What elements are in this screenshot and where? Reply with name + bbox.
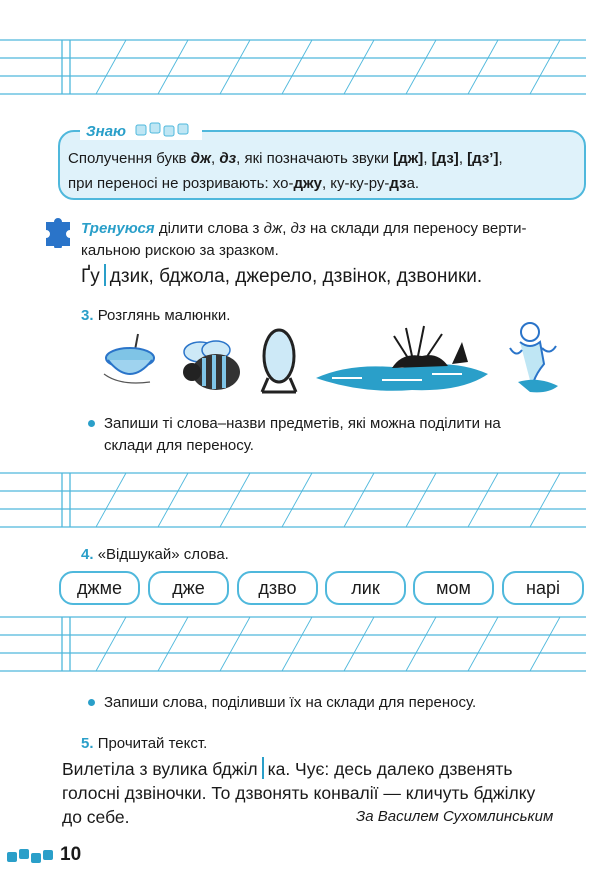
puzzle-decoration-icon — [134, 121, 196, 139]
bullet — [88, 420, 95, 427]
reading-text: Вилетіла з вулика бджіл ка. Чує: десь далеко дзвенять голосні дзвіночки. То дзвонять конвалії — кличуть бджілку до себе. — [62, 759, 536, 827]
bullet — [88, 699, 95, 706]
syllable-card: дже — [148, 571, 229, 605]
syllable-card: нарі — [502, 571, 584, 605]
rule-title: Знаю — [80, 121, 202, 140]
genie-picture — [508, 318, 568, 398]
pond-picture — [312, 322, 492, 398]
syllable-card: джме — [59, 571, 140, 605]
task5-heading: 5. Прочитай текст. — [81, 735, 208, 752]
bee-picture — [176, 338, 248, 396]
author-credit: За Василем Сухомлинським — [356, 808, 554, 825]
mirror-picture — [254, 326, 304, 394]
rule-line-1: Сполучення букв дж, дз, які позначають звуки [дж], [дз], [дз’], — [68, 150, 503, 167]
task4b-text: Запиши слова, поділивши їх на склади для переносу. — [104, 694, 477, 711]
train-text: Тренуюся ділити слова з дж, дз на склади для переносу верти- кальною рискою за зразком. — [81, 220, 527, 259]
task3b-text: Запиши ті слова–назви предметів, які можна поділити на склади для переносу. — [104, 415, 501, 454]
syllable-card: мом — [413, 571, 494, 605]
train-example: Ґу дзик, бджола, джерело, дзвінок, дзвоники. — [81, 266, 483, 287]
syllable-card: дзво — [237, 571, 318, 605]
task4-heading: 4. «Відшукай» слова. — [81, 546, 229, 563]
writing-lines-middle — [0, 470, 600, 530]
syllable-card: лик — [325, 571, 406, 605]
writing-lines-lower — [0, 614, 600, 674]
rule-line-2: при переносі не розривають: хо-джу, ку-ку-ру-дза. — [68, 175, 420, 192]
task3-heading: 3. Розглянь малюнки. — [81, 307, 231, 324]
rule-box — [58, 130, 586, 200]
puzzle-icon — [40, 212, 76, 248]
spinning-top-picture — [100, 330, 162, 392]
puzzle-decoration-icon — [6, 846, 58, 866]
syllable-divider — [262, 757, 264, 779]
syllable-divider — [104, 264, 106, 286]
writing-lines-top — [0, 38, 600, 98]
page-number: 10 — [60, 844, 82, 865]
